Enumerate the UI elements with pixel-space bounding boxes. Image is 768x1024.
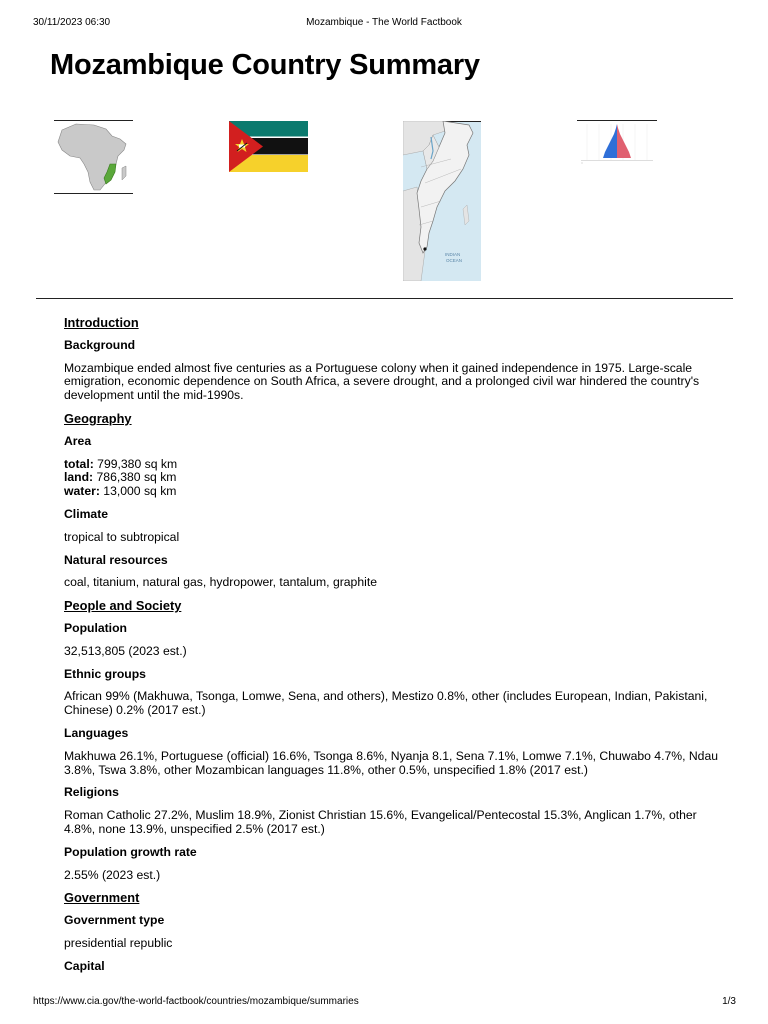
field-label-population: Population xyxy=(64,620,127,635)
area-water-key: water: xyxy=(64,484,100,499)
section-heading-geography[interactable]: Geography xyxy=(64,410,132,426)
field-value-background: Mozambique ended almost five centuries as a Portuguese colony when it gained independence in 1975. Large-scale emigration, economic dependence on South Africa, a severe drought, and a prolonged civil war hindered the country's development until the mid-1990s. xyxy=(64,360,700,403)
field-value-religions: Roman Catholic 27.2%, Muslim 18.9%, Zionist Christian 15.6%, Evangelical/Pentecostal 15.3%, Anglican 1.7%, other 4.8%, none 13.9%, unspecified 2.5% (2017 est.) xyxy=(64,808,697,836)
map-ocean-label-1: INDIAN xyxy=(445,252,461,257)
print-datetime: 30/11/2023 06:30 xyxy=(33,17,111,28)
area-water-value: 13,000 sq km xyxy=(99,484,177,499)
field-label-background: Background xyxy=(64,337,136,352)
field-value-population-growth-rate: 2.55% (2023 est.) xyxy=(64,867,161,882)
print-url: https://www.cia.gov/the-world-factbook/countries/mozambique/summaries xyxy=(33,996,359,1007)
field-label-government-type: Government type xyxy=(64,913,165,928)
section-heading-people-and-society[interactable]: People and Society xyxy=(64,598,182,614)
area-total-key: total: xyxy=(64,456,94,471)
area-land-key: land: xyxy=(64,470,94,485)
field-label-capital: Capital xyxy=(64,958,105,973)
section-heading-introduction[interactable]: Introduction xyxy=(64,315,139,330)
header-divider xyxy=(36,298,733,299)
population-pyramid-icon[interactable] xyxy=(577,120,657,166)
field-value-population: 32,513,805 (2023 est.) xyxy=(64,643,187,658)
field-value-ethnic-groups: African 99% (Makhuwa, Tsonga, Lomwe, Sena, and others), Mestizo 0.8%, other (includes European, Indian, Pakistani, Chinese) 0.2% (2017 est.) xyxy=(64,689,708,718)
field-label-religions: Religions xyxy=(64,785,119,800)
field-label-languages: Languages xyxy=(64,725,129,740)
area-land-value: 786,380 sq km xyxy=(93,470,177,485)
print-page-title: Mozambique - The World Factbook xyxy=(306,17,462,28)
africa-locator-map-icon[interactable] xyxy=(54,120,133,194)
field-label-population-growth-rate: Population growth rate xyxy=(64,844,197,859)
section-heading-government[interactable]: Government xyxy=(64,890,140,906)
field-value-natural-resources: coal, titanium, natural gas, hydropower, tantalum, graphite xyxy=(64,575,377,590)
mozambique-map-icon[interactable] xyxy=(403,121,481,281)
print-page-number: 1/3 xyxy=(722,996,736,1007)
field-label-climate: Climate xyxy=(64,506,109,521)
field-value-government-type: presidential republic xyxy=(64,935,173,950)
field-label-area: Area xyxy=(64,433,92,448)
field-label-ethnic-groups: Ethnic groups xyxy=(64,666,146,681)
mozambique-flag-icon[interactable] xyxy=(229,121,308,172)
field-label-natural-resources: Natural resources xyxy=(64,552,168,567)
area-total-value: 799,380 sq km xyxy=(93,456,178,471)
field-value-area xyxy=(64,458,724,499)
page-title: Mozambique Country Summary xyxy=(50,49,480,81)
field-value-climate: tropical to subtropical xyxy=(64,529,180,544)
map-ocean-label-2: OCEAN xyxy=(446,258,463,263)
summary-content xyxy=(64,316,724,983)
field-value-languages: Makhuwa 26.1%, Portuguese (official) 16.6%, Tsonga 8.6%, Nyanja 8.1, Sena 7.1%, Lomwe 7.1%, Chuwabo 4.7%, Ndau 3.8%, Tswa 3.8%, other Mozambican languages 11.8%, other 0.5%, unspecified 1.8% (2017 est.) xyxy=(64,748,718,777)
